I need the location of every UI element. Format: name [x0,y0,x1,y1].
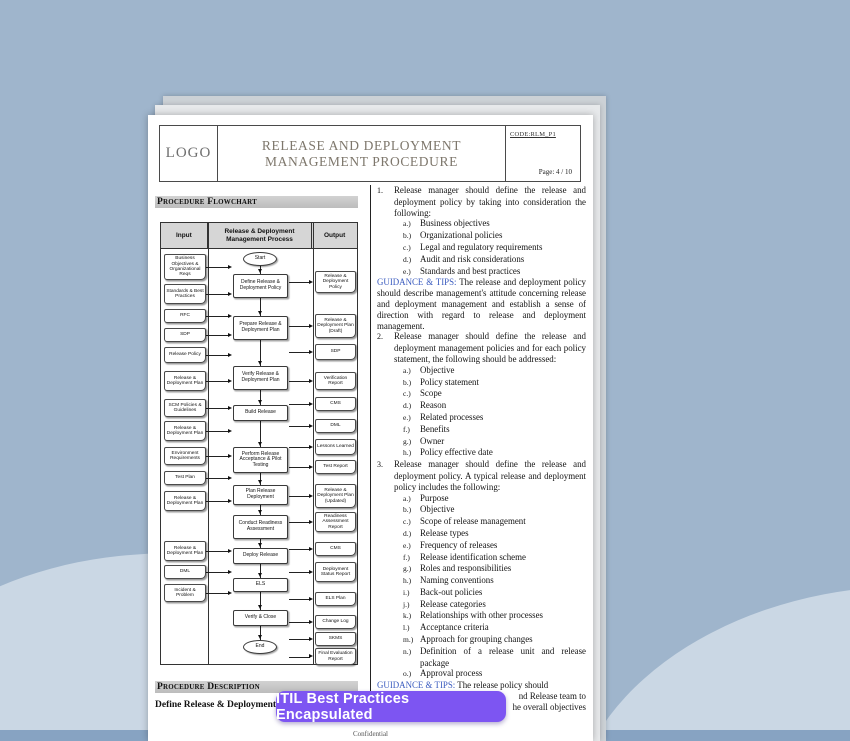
flow-connector-line [206,355,229,356]
arrow-right-icon [309,597,313,601]
flow-connector-line [289,622,310,623]
numbered-item: 2. Release manager should define the release and deployment management policies and for each policy statement, the following should be addressed: [377,331,586,364]
arrow-right-icon [309,494,313,498]
arrow-right-icon [228,379,232,383]
flow-output-doc: Verification Report [315,372,356,390]
flow-connector-line [206,456,229,457]
flow-input-doc: Incident & Problem [164,584,206,602]
flowchart-canvas [160,222,358,665]
flow-connector-line [289,282,310,283]
arrow-right-icon [228,476,232,480]
lettered-item: o.) Approval process [403,668,483,679]
confidential-footer: Confidential [353,730,388,738]
flow-input-doc: Environment Requirements [164,447,206,465]
flow-output-doc: Release & Deployment Plan (Draft) [315,314,356,338]
lettered-item: b.) Organizational policies [403,230,503,241]
flow-output-doc: Lessons Learned [315,439,356,455]
arrow-right-icon [309,402,313,406]
flow-connector-line [289,549,310,550]
guidance-paragraph: GUIDANCE & TIPS: The release and deployment policy should describe management's attitude concerning release and deployment management and establish a sense of direction with regard to release and deployment management. [377,277,586,331]
arrow-right-icon [309,445,313,449]
text-label: m.) [403,635,414,645]
flow-input-doc: Release & Deployment Plan [164,371,206,391]
document-header-table [159,125,581,182]
text-label: c.) [403,517,411,527]
guidance-fragment: he overall objectives [512,701,586,712]
text-label: f.) [403,424,410,434]
flow-output-doc: Deployment Status Report [315,562,356,582]
lettered-item: g.) Owner [403,435,445,446]
arrow-right-icon [228,265,232,269]
flow-process-node: Perform Release Acceptance & Pilot Testing [233,447,288,473]
arrow-right-icon [309,637,313,641]
arrow-right-icon [228,292,232,296]
text-label: g.) [403,436,412,446]
text-label: d.) [403,401,412,411]
lettered-item: c.) Scope of release management [403,516,526,527]
text-label: 2. [377,332,383,342]
flow-connector-line [206,501,229,502]
arrow-right-icon [309,350,313,354]
flow-connector-line [289,522,310,523]
flow-input-doc: Release Policy [164,347,206,363]
arrow-right-icon [309,620,313,624]
lettered-item: j.) Release categories [403,598,486,609]
text-label: j.) [403,599,410,609]
flow-connector-line [289,639,310,640]
guidance-paragraph: GUIDANCE & TIPS: The release policy should [377,680,549,691]
flow-process-node: End [243,640,277,654]
flow-input-doc: Test Plan [164,471,206,485]
document-code-link[interactable]: CODE:RLM_P1 [510,131,556,138]
arrow-down-icon [258,442,262,446]
column-divider-right [313,223,314,664]
lettered-item: e.) Standards and best practices [403,265,521,276]
text-label: f.) [403,552,410,562]
arrow-right-icon [228,499,232,503]
lettered-item: h.) Policy effective date [403,447,493,458]
column-divider-line [370,185,371,713]
arrow-right-icon [228,314,232,318]
flow-connector-line [206,593,229,594]
lettered-item: l.) Acceptance criteria [403,622,489,633]
flow-process-node: Build Release [233,405,288,421]
arrow-right-icon [309,547,313,551]
lettered-item: f.) Release identification scheme [403,551,526,562]
section-heading-procedure-description: Procedure Description [155,681,358,693]
flow-output-doc: Release & Deployment Policy [315,271,356,293]
flow-process-node: Verify & Close [233,610,288,626]
column-header-output: Output [323,231,346,239]
text-label: h.) [403,448,412,458]
text-label: h.) [403,576,412,586]
arrow-right-icon [228,570,232,574]
text-label: k.) [403,611,412,621]
section-heading-procedure-flowchart: Procedure Flowchart [155,196,358,208]
lettered-item: k.) Relationships with other processes [403,610,543,621]
text-label: b.) [403,377,412,387]
flow-input-doc: SCM Policies & Guidelines [164,399,206,417]
flow-process-node: Plan Release Deployment [233,485,288,505]
arrow-right-icon [228,406,232,410]
text-label: b.) [403,231,412,241]
flow-input-doc: Business Objectives & Organizational Reqs [164,254,206,280]
lettered-item: m.) Approach for grouping changes [403,634,533,645]
flow-connector-line [206,335,229,336]
flow-input-doc: Release & Deployment Plan [164,491,206,511]
flow-output-doc: CMS [315,397,356,411]
flow-process-node: Prepare Release & Deployment Plan [233,316,288,340]
flow-input-doc: RFC [164,309,206,323]
arrow-right-icon [228,454,232,458]
lettered-item: b.) Policy statement [403,376,479,387]
flow-connector-line [289,496,310,497]
document-page [148,115,593,741]
text-label: a.) [403,493,411,503]
text-label: e.) [403,266,411,276]
arrow-right-icon [309,424,313,428]
flow-connector-line [289,572,310,573]
flow-input-doc: Release & Deployment Plan [164,541,206,561]
column-header-process: Release & Deployment Management Process [208,223,312,248]
flow-connector-line [206,381,229,382]
flow-process-node: Conduct Readiness Assessment [233,515,288,539]
document-title-line1: RELEASE AND DEPLOYMENT [261,137,462,153]
flow-process-node: Define Release & Deployment Policy [233,274,288,298]
flow-connector-line [289,447,310,448]
text-label: d.) [403,528,412,538]
flow-connector-line [206,316,229,317]
arrow-right-icon [309,280,313,284]
text-label: c.) [403,242,411,252]
arrow-down-icon [258,361,262,365]
text-label: 1. [377,186,383,195]
arrow-down-icon [258,635,262,639]
flow-connector-line [206,551,229,552]
arrow-down-icon [258,605,262,609]
flow-output-doc: Change Log [315,615,356,629]
flow-output-doc: Test Report [315,460,356,474]
flow-connector-line [289,352,310,353]
document-title [218,126,506,181]
text-label: a.) [403,365,411,375]
lettered-item: n.) Definition of a release unit and release package [403,645,586,668]
guidance-label: GUIDANCE & TIPS: [377,680,456,691]
flow-input-doc: DML [164,565,206,579]
flow-connector-line [289,467,310,468]
flow-connector-line [289,381,310,382]
arrow-right-icon [228,353,232,357]
flow-connector-line [289,426,310,427]
page-number: Page: 4 / 10 [538,168,572,176]
arrow-down-icon [258,573,262,577]
lettered-item: i.) Back-out policies [403,586,483,597]
lettered-item: g.) Roles and responsibilities [403,563,512,574]
arrow-down-icon [258,543,262,547]
flow-input-doc: Standards & Best Practices [164,284,206,304]
numbered-item: 1. Release manager should define the release and deployment policy by taking into consideration the following: [377,185,586,218]
text-label: l.) [403,623,410,633]
text-label: i.) [403,587,410,597]
flow-output-doc: DML [315,419,356,433]
header-meta-cell [506,126,580,181]
itil-badge: ITIL Best Practices Encapsulated [276,691,506,722]
flowchart-table-header [161,223,357,249]
flow-connector-line [206,431,229,432]
lettered-item: c.) Legal and regulatory requirements [403,241,543,252]
column-header-input: Input [161,223,208,248]
flow-process-node: Deploy Release [233,548,288,564]
flow-connector-line [206,267,229,268]
flow-input-doc: SDP [164,328,206,342]
flow-input-doc: Release & Deployment Plan [164,421,206,441]
flow-output-doc: Release & Deployment Plan (Updated) [315,484,356,508]
lettered-item: c.) Scope [403,388,442,399]
document-title-line2: MANAGEMENT PROCEDURE [265,153,458,169]
flow-process-node: ELS [233,578,288,592]
lettered-item: h.) Naming conventions [403,575,494,586]
lettered-item: d.) Reason [403,400,447,411]
numbered-item: 3. Release manager should define the release and deployment policy. A typical release and deployment policy includes the following: [377,459,586,492]
text-label: d.) [403,254,412,264]
arrow-right-icon [228,429,232,433]
lettered-item: e.) Frequency of releases [403,539,498,550]
arrow-right-icon [309,570,313,574]
flow-output-doc: SDP [315,344,356,360]
arrow-right-icon [228,591,232,595]
flow-connector-line [206,478,229,479]
lettered-item: e.) Related processes [403,411,484,422]
text-label: e.) [403,540,411,550]
lettered-item: a.) Business objectives [403,218,490,229]
arrow-right-icon [309,520,313,524]
arrow-right-icon [309,654,313,658]
guidance-fragment: nd Release team to [518,691,586,702]
arrow-down-icon [258,311,262,315]
text-label: n.) [403,646,412,656]
flow-process-node: Start [243,252,277,266]
right-column-text [377,185,586,713]
lettered-item: a.) Purpose [403,492,449,503]
logo-placeholder: LOGO [160,126,218,181]
flow-connector-line [206,408,229,409]
arrow-right-icon [228,333,232,337]
text-label: g.) [403,564,412,574]
flow-output-doc: Final Evaluation Report [315,648,356,665]
arrow-down-icon [258,510,262,514]
arrow-right-icon [309,379,313,383]
arrow-down-icon [258,400,262,404]
procedure-description-text: Define Release & Deployment [155,700,277,710]
text-label: a.) [403,219,411,229]
text-label: o.) [403,669,412,679]
flow-output-doc: SKMS [315,632,356,646]
flow-connector-line [289,404,310,405]
flow-connector-line [289,657,310,658]
lettered-item: f.) Benefits [403,423,450,434]
flow-connector-line [206,294,229,295]
lettered-item: d.) Release types [403,527,469,538]
arrow-right-icon [309,324,313,328]
text-label: e.) [403,412,411,422]
text-label: b.) [403,505,412,515]
flow-connector-line [206,572,229,573]
flow-output-doc: Readiness Assessment Report [315,512,356,532]
arrow-down-icon [258,269,262,273]
flow-connector-line [289,326,310,327]
arrow-right-icon [228,549,232,553]
arrow-down-icon [258,480,262,484]
guidance-label: GUIDANCE & TIPS: [377,277,457,288]
text-label: c.) [403,389,411,399]
lettered-item: b.) Objective [403,504,455,515]
text-label: 3. [377,460,383,470]
arrow-right-icon [309,465,313,469]
flow-output-doc: CMS [315,542,356,556]
lettered-item: d.) Audit and risk considerations [403,253,525,264]
flow-output-doc: ELS Plan [315,592,356,606]
lettered-item: a.) Objective [403,364,455,375]
flow-connector-line [289,599,310,600]
flow-process-node: Verify Release & Deployment Plan [233,366,288,390]
column-divider-left [208,223,209,664]
